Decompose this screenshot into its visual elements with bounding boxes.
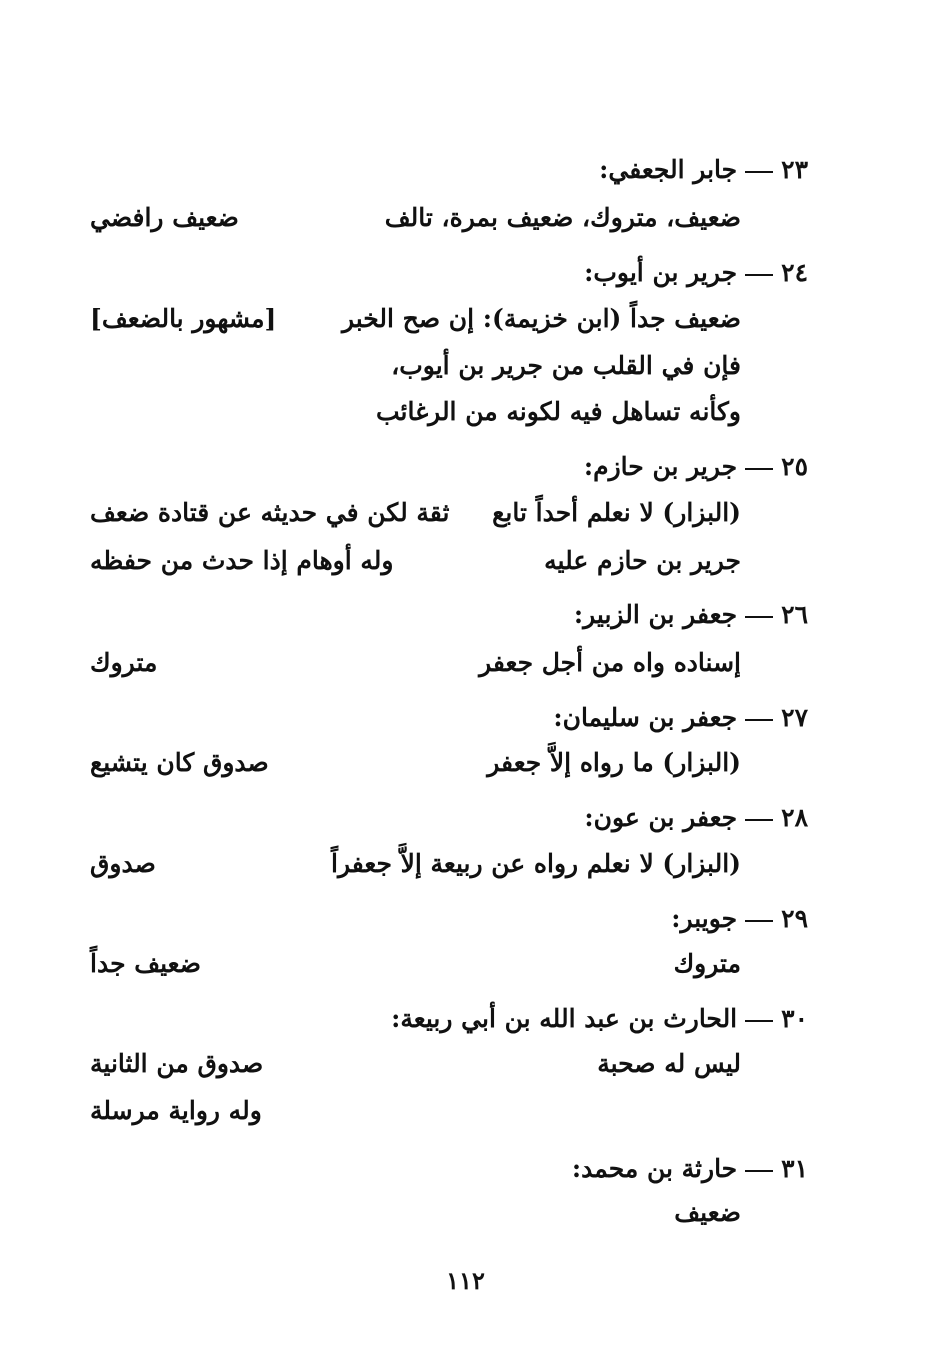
entry-number: ٢٦ — [781, 600, 808, 629]
entry-grade: صدوق من الثانية — [90, 1049, 264, 1078]
entry-number: ٢٧ — [781, 703, 808, 732]
entry-number: ٢٣ — [781, 155, 808, 184]
entry-grade: صدوق — [90, 849, 156, 878]
entry-number: ٣١ — [781, 1154, 808, 1183]
entry-heading — [584, 451, 808, 483]
dash-separator — [745, 1170, 773, 1172]
narrator-name: جويبر: — [671, 904, 738, 933]
narrator-name: الحارث بن عبد الله بن أبي ربيعة: — [391, 1004, 738, 1033]
entry-number: ٢٥ — [781, 452, 808, 481]
entry-text: جرير بن حازم عليه — [544, 546, 741, 575]
entry-grade: ضعيف جداً — [90, 949, 201, 978]
entry-heading — [671, 903, 808, 935]
dash-separator — [745, 819, 773, 821]
entry-heading — [584, 257, 808, 289]
dash-separator — [745, 274, 773, 276]
dash-separator — [745, 1020, 773, 1022]
narrator-name: جابر الجعفي: — [599, 155, 738, 184]
dash-separator — [745, 468, 773, 470]
entry-text: (البزار) ما رواه إلاَّ جعفر — [487, 748, 741, 777]
entry-text: متروك — [673, 949, 741, 978]
entry-text: (البزار) لا نعلم رواه عن ربيعة إلاَّ جعفراً — [331, 849, 741, 878]
entry-number: ٣٠ — [781, 1004, 808, 1033]
entry-text: ضعيف — [674, 1198, 741, 1227]
entry-text: (البزار) لا نعلم أحداً تابع — [492, 498, 741, 527]
narrator-name: جعفر بن عون: — [584, 803, 738, 832]
narrator-name: جعفر بن الزبير: — [573, 600, 738, 629]
narrator-name: جرير بن أيوب: — [584, 258, 738, 287]
entry-text: ليس له صحبة — [597, 1049, 741, 1078]
narrator-name: حارثة بن محمد: — [571, 1154, 738, 1183]
entry-text: ضعيف جداً (ابن خزيمة): إن صح الخبر — [341, 304, 741, 333]
entry-grade: وله أوهام إذا حدث من حفظه — [90, 546, 394, 575]
entry-grade: متروك — [90, 648, 158, 677]
entry-heading — [584, 802, 808, 834]
entry-text: فإن في القلب من جرير بن أيوب، — [391, 351, 741, 380]
entry-grade: ضعيف رافضي — [90, 203, 239, 232]
entry-heading — [391, 1003, 808, 1035]
entry-number: ٢٤ — [781, 258, 808, 287]
entry-grade: [مشهور بالضعف] — [90, 304, 277, 333]
entry-text: وكأنه تساهل فيه لكونه من الرغائب — [375, 397, 741, 426]
entry-text: إسناده واه من أجل جعفر — [479, 648, 741, 677]
dash-separator — [745, 616, 773, 618]
entry-number: ٢٨ — [781, 803, 808, 832]
dash-separator — [745, 920, 773, 922]
entry-heading — [599, 154, 808, 186]
entry-heading — [572, 1153, 808, 1185]
entry-heading — [553, 702, 808, 734]
narrator-name: جعفر بن سليمان: — [553, 703, 738, 732]
dash-separator — [745, 171, 773, 173]
narrator-name: جرير بن حازم: — [583, 452, 738, 481]
entry-grade: ثقة لكن في حديثه عن قتادة ضعف — [90, 498, 450, 527]
entry-grade: صدوق كان يتشيع — [90, 748, 269, 777]
entry-grade: وله رواية مرسلة — [90, 1096, 262, 1125]
entry-heading — [574, 599, 808, 631]
dash-separator — [745, 719, 773, 721]
entry-number: ٢٩ — [781, 904, 808, 933]
entry-text: ضعيف، متروك، ضعيف بمرة، تالف — [384, 203, 741, 232]
page-number: ١١٢ — [446, 1266, 485, 1295]
